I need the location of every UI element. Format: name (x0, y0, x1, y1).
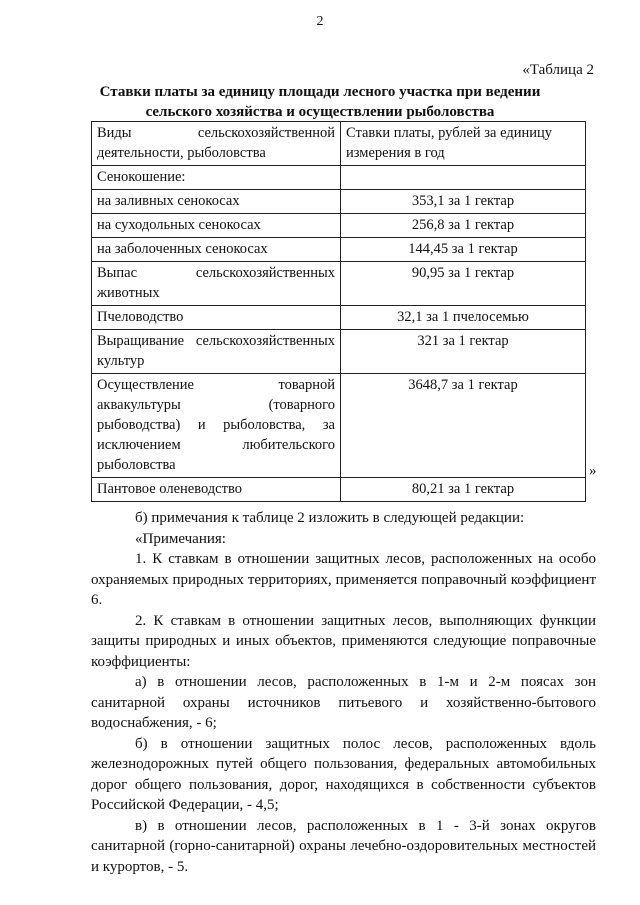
rate-cell: 3648,7 за 1 гектар (341, 374, 586, 478)
table-row (92, 330, 586, 374)
activity-cell: Пчеловодство (92, 306, 341, 330)
rates-table (91, 121, 586, 502)
table-row (92, 374, 586, 478)
page-number: 2 (316, 14, 324, 29)
paragraph: 2. К ставкам в отношении защитных лесов, выполняющих функции защиты природных и иных объектов, применяются следующие поправочные коэффициенты: (91, 612, 596, 670)
table-label: «Таблица 2 (522, 62, 594, 78)
activity-cell: Сенокошение: (92, 166, 341, 190)
activity-cell: на суходольных сенокосах (92, 214, 341, 238)
table-title (90, 82, 550, 122)
rate-cell: 353,1 за 1 гектар (341, 190, 586, 214)
paragraph: б) примечания к таблице 2 изложить в следующей редакции: (135, 510, 525, 526)
rate-cell: 321 за 1 гектар (341, 330, 586, 374)
rate-cell: 32,1 за 1 пчелосемью (341, 306, 586, 330)
rate-cell: 80,21 за 1 гектар (341, 478, 586, 502)
header-cell-activity: Виды сельскохозяйственной деятельности, рыболовства (92, 122, 341, 166)
activity-cell: Пантовое оленеводство (92, 478, 341, 502)
rate-cell (341, 166, 586, 190)
activity-cell: Осуществление товарной аквакультуры (товарного рыбоводства) и рыболовства, за исключением любительского рыболовства (92, 374, 341, 478)
body-text (91, 508, 596, 877)
rate-cell: 90,95 за 1 гектар (341, 262, 586, 306)
title-line: Ставки платы за единицу площади лесного участка при ведении (99, 84, 541, 100)
paragraph: б) в отношении защитных полос лесов, расположенных вдоль железнодорожных путей общего пользования, федеральных автомобильных дорог общего пользования, дорог, находящихся в собственности субъектов Российской Федерации, - 4,5; (91, 735, 596, 813)
rate-cell: 144,45 за 1 гектар (341, 238, 586, 262)
table-row (92, 306, 586, 330)
paragraph: в) в отношении лесов, расположенных в 1 - 3-й зонах округов санитарной (горно-санитарной) охраны лечебно-оздоровительных местностей и курортов, - 5. (91, 817, 596, 875)
activity-cell: на заболоченных сенокосах (92, 238, 341, 262)
activity-cell: на заливных сенокосах (92, 190, 341, 214)
title-line: сельского хозяйства и осуществлении рыболовства (145, 104, 495, 120)
paragraph: а) в отношении лесов, расположенных в 1-м и 2-м поясах зон санитарной охраны источников питьевого и хозяйственно-бытового водоснабжения, - 6; (91, 674, 596, 731)
table-row (92, 238, 586, 262)
paragraph: «Примечания: (135, 530, 226, 547)
table-row (92, 262, 586, 306)
table-row (92, 214, 586, 238)
activity-cell: Выпас сельскохозяйственных животных (92, 262, 341, 306)
paragraph: 1. К ставкам в отношении защитных лесов, расположенных на особо охраняемых природных территориях, применяется поправочный коэффициент 6. (91, 551, 596, 608)
table-row (92, 166, 586, 190)
table-row (92, 190, 586, 214)
closing-quote: » (589, 463, 597, 479)
activity-cell: Выращивание сельскохозяйственных культур (92, 330, 341, 374)
header-cell-rate: Ставки платы, рублей за единицу измерения в год (341, 122, 586, 166)
rate-cell: 256,8 за 1 гектар (341, 214, 586, 238)
table-header-row (92, 122, 586, 166)
table-row (92, 478, 586, 502)
